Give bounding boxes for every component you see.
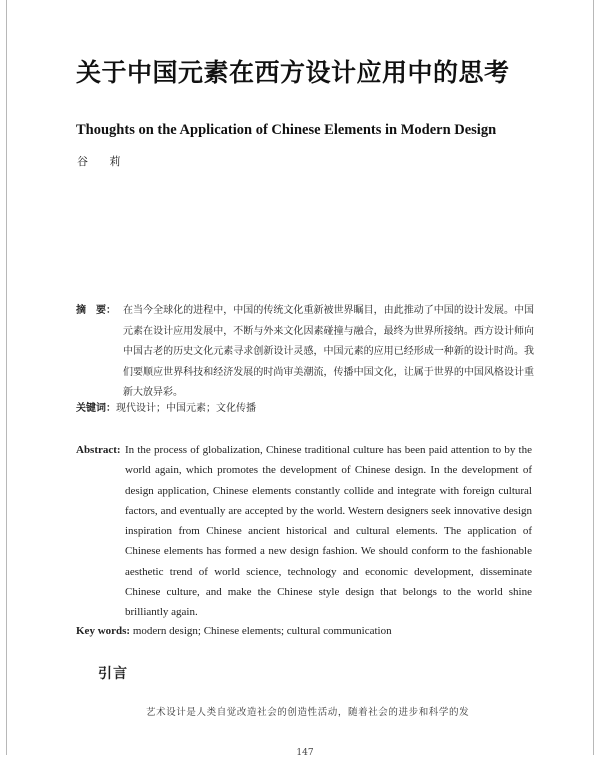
section-heading-introduction: 引言 (98, 666, 128, 682)
abstract-zh-label: 摘 要： (76, 305, 116, 316)
body-text-first-line: 艺术设计是人类自觉改造社会的创造性活动，随着社会的进步和科学的发 (146, 707, 470, 718)
page-edge-right (593, 0, 594, 755)
abstract-zh (76, 301, 534, 404)
abstract-en-text: In the process of globalization, Chinese traditional culture has been paid attention to by the world again, which promotes the development of Chinese design. In the development of design application, Chinese elements constantly collide and integrate with foreign cultural factors, and eventually are accepted by the world. Western designers seek innovative design inspiration from Chinese ancient historical and cultural elements. The application of Chinese elements has formed a new design fashion. We should conform to the fashionable aesthetic trend of world science, technology and economic development, disseminate Chinese culture, and make the Chinese style design that belongs to the world shine brilliantly again. (125, 444, 532, 619)
abstract-en (76, 440, 532, 623)
keywords-en-text: modern design; Chinese elements; cultural communication (132, 625, 392, 637)
article-title-zh: 关于中国元素在西方设计应用中的思考 (76, 58, 510, 87)
article-title-en: Thoughts on the Application of Chinese Elements in Modern Design (76, 122, 497, 138)
page-edge-left (6, 0, 7, 755)
keywords-zh-label: 关键词： (76, 403, 116, 414)
keywords-zh-text: 现代设计；中国元素；文化传播 (116, 403, 256, 414)
abstract-zh-text: 在当今全球化的进程中，中国的传统文化重新被世界瞩目，由此推动了中国的设计发展。中国元素在设计应用发展中，不断与外来文化因素碰撞与融合，最终为世界所接纳。西方设计师向中国古老的历史文化元素寻求创新设计灵感，中国元素的应用已经形成一种新的设计时尚。我们要顺应世界科技和经济发展的时尚审美潮流，传播中国文化，让属于世界的中国风格设计重新大放异彩。 (123, 305, 534, 398)
abstract-en-label: Abstract: (76, 444, 121, 456)
page-number: 147 (296, 748, 314, 758)
keywords-en-label: Key words: (76, 625, 131, 637)
author-name: 谷 莉 (77, 155, 130, 168)
keywords-en (76, 623, 536, 639)
keywords-zh (76, 401, 534, 417)
